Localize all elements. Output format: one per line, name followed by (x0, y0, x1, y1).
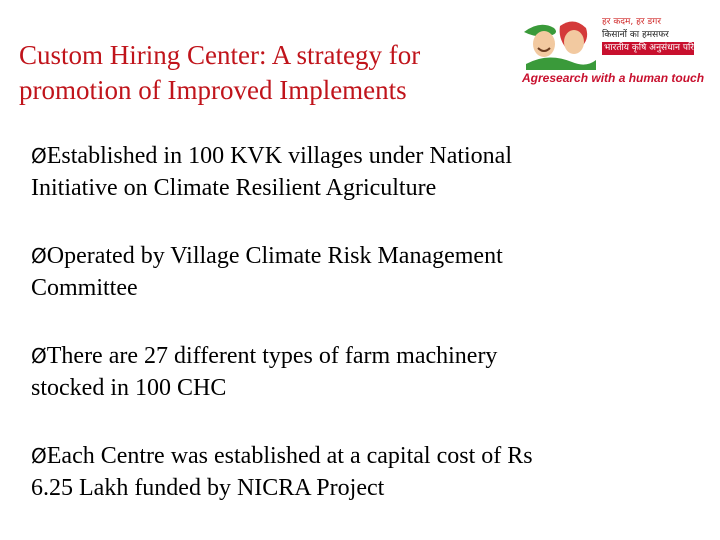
hindi-slogan-line-3: भारतीय कृषि अनुसंधान परिषद (604, 43, 704, 53)
bullet-item (31, 140, 691, 204)
bullet-line-2: 6.25 Lakh funded by NICRA Project (31, 475, 385, 501)
arrow-bullet-icon: Ø (31, 244, 47, 268)
arrow-bullet-icon: Ø (31, 344, 47, 368)
arrow-bullet-icon: Ø (31, 444, 47, 468)
bullet-text: There are 27 different types of farm machinery (46, 343, 498, 369)
bullet-line-1 (31, 340, 691, 372)
bullet-line-2: stocked in 100 CHC (31, 375, 227, 401)
logo-tagline: Agresearch with a human touch (522, 71, 705, 85)
bullet-line-2: Committee (31, 275, 138, 301)
bullet-text: Established in 100 KVK villages under National (46, 143, 512, 169)
slide-title-line-2: promotion of Improved Implements (19, 75, 407, 105)
bullet-item (31, 340, 691, 404)
slide-title (19, 38, 509, 108)
bullet-item (31, 440, 691, 504)
hindi-slogan-line-1: हर कदम, हर डगर (602, 17, 661, 27)
bullet-line-1 (31, 140, 691, 172)
bullet-line-2: Initiative on Climate Resilient Agriculture (31, 175, 437, 201)
slide-title-line-1: Custom Hiring Center: A strategy for (19, 40, 421, 70)
bullet-text: Each Centre was established at a capital cost of Rs (46, 443, 533, 469)
bullet-text: Operated by Village Climate Risk Management (46, 243, 503, 269)
bullet-line-1 (31, 240, 691, 272)
hindi-slogan (602, 16, 704, 55)
bullet-line-1 (31, 440, 691, 472)
icar-logo (516, 12, 705, 98)
arrow-bullet-icon: Ø (31, 144, 47, 168)
bullet-item (31, 240, 691, 304)
bullet-list (31, 140, 691, 540)
hindi-slogan-line-2: किसानों का हमसफर (602, 30, 669, 40)
farmer-couple-logo-icon (520, 14, 600, 70)
